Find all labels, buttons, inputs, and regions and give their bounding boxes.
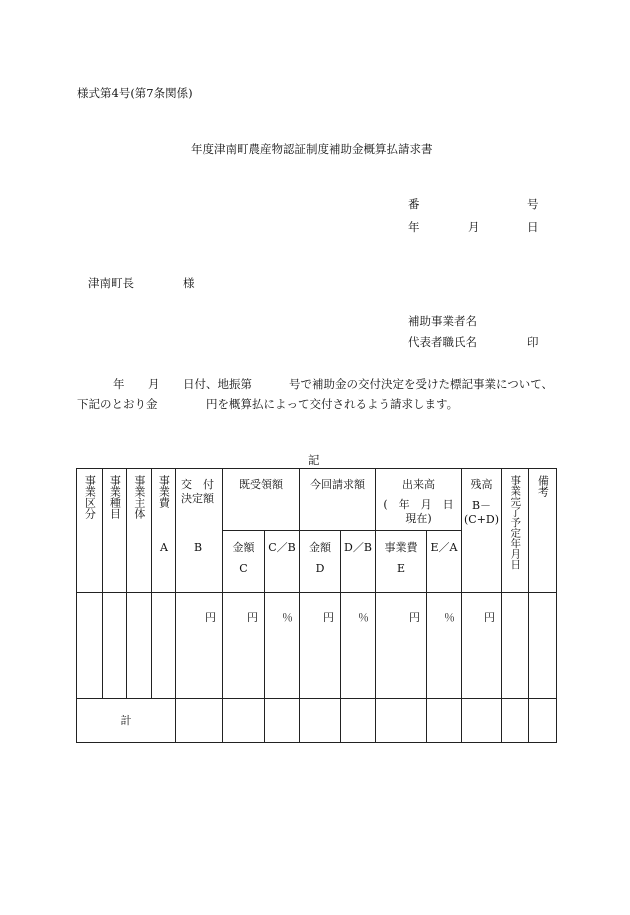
col-balance: 残高 B－ (C+D)	[462, 469, 502, 593]
cost-symbol: A	[160, 541, 168, 554]
total-progress-cost[interactable]	[376, 699, 427, 743]
total-progress-ratio[interactable]	[427, 699, 462, 743]
document-title: 年度津南町農産物認証制度補助金概算払請求書	[191, 142, 433, 156]
cell-remarks[interactable]	[529, 593, 557, 699]
total-request-ratio[interactable]	[341, 699, 376, 743]
progress-date: ( 年 月 日 現在)	[383, 497, 454, 525]
col-completion-date: 事業完了予定年月日	[502, 469, 529, 593]
request-amount: 金額 D	[300, 531, 341, 593]
cell-balance[interactable]: 円	[462, 593, 502, 699]
body-amount-prefix: 下記のとおり金	[77, 397, 158, 411]
received-amount: 金額 C	[223, 531, 265, 593]
balance-formula: B－ (C+D)	[463, 498, 500, 526]
cell-progress-ratio[interactable]: ％	[427, 593, 462, 699]
grant-request-table	[76, 468, 557, 743]
number-suffix: 号	[527, 197, 539, 211]
total-received-ratio[interactable]	[265, 699, 300, 743]
business-name-label: 補助事業者名	[408, 314, 477, 328]
col-progress: 出来高 ( 年 月 日 現在)	[376, 469, 462, 531]
cell-type[interactable]	[103, 593, 127, 699]
body-request: 円を概算払によって交付されるよう請求します。	[206, 397, 459, 411]
body-year: 年	[113, 377, 125, 391]
progress-cost: 事業費 E	[376, 531, 427, 593]
cell-category[interactable]	[77, 593, 103, 699]
date-month: 月	[468, 220, 480, 234]
table-row	[77, 593, 557, 699]
date-day: 日	[527, 220, 539, 234]
body-month: 月	[148, 377, 160, 391]
addressee-name: 津南町長	[88, 276, 134, 290]
total-label: 計	[77, 699, 176, 743]
seal-mark: 印	[527, 335, 539, 349]
total-request-amount[interactable]	[300, 699, 341, 743]
form-number: 様式第4号(第7条関係)	[77, 86, 193, 100]
col-request: 今回請求額	[300, 469, 376, 531]
representative-label: 代表者職氏名	[408, 335, 477, 349]
col-type: 事業種目	[103, 469, 127, 593]
ki-marker: 記	[308, 453, 320, 467]
total-completion-date[interactable]	[502, 699, 529, 743]
col-remarks: 備考	[529, 469, 557, 593]
cell-cost[interactable]	[152, 593, 176, 699]
progress-ratio: E／A	[427, 531, 462, 593]
cell-grant[interactable]: 円	[176, 593, 223, 699]
col-grant: 交 付 決定額 B	[176, 469, 223, 593]
addressee-honorific: 様	[183, 276, 195, 290]
cell-received-amount[interactable]: 円	[223, 593, 265, 699]
received-ratio: C／B	[265, 531, 300, 593]
cell-entity[interactable]	[127, 593, 152, 699]
cell-request-amount[interactable]: 円	[300, 593, 341, 699]
col-category: 事業区分	[77, 469, 103, 593]
total-row	[77, 699, 557, 743]
total-received-amount[interactable]	[223, 699, 265, 743]
cell-completion-date[interactable]	[502, 593, 529, 699]
cell-request-ratio[interactable]: ％	[341, 593, 376, 699]
body-decision: 号で補助金の交付決定を受けた標記事業について、	[289, 377, 554, 391]
total-remarks[interactable]	[529, 699, 557, 743]
cell-progress-cost[interactable]: 円	[376, 593, 427, 699]
grant-symbol: B	[194, 541, 203, 554]
number-label: 番	[408, 197, 420, 211]
request-ratio: D／B	[341, 531, 376, 593]
cell-received-ratio[interactable]: ％	[265, 593, 300, 699]
col-received: 既受領額	[223, 469, 300, 531]
date-year: 年	[408, 220, 420, 234]
body-day-ref: 日付、地振第	[183, 377, 252, 391]
col-cost: 事業費 A	[152, 469, 176, 593]
col-entity: 事業主体	[127, 469, 152, 593]
total-balance[interactable]	[462, 699, 502, 743]
total-grant[interactable]	[176, 699, 223, 743]
